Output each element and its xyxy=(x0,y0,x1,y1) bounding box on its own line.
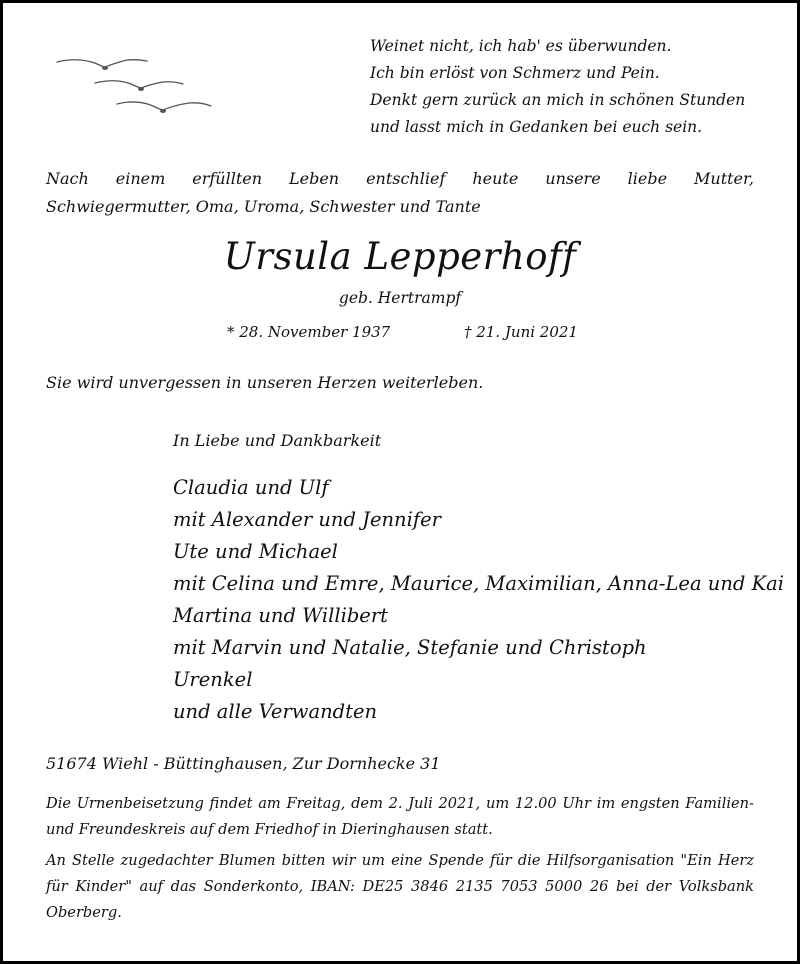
poem-line: Ich bin erlöst von Schmerz und Pein. xyxy=(370,64,660,82)
intro-text xyxy=(46,165,754,221)
family-member: Ute und Michael xyxy=(173,540,338,563)
bird-2-body xyxy=(138,87,144,91)
family-member: mit Marvin und Natalie, Stefanie und Christoph xyxy=(173,636,647,659)
death-date: † 21. Juni 2021 xyxy=(464,323,578,341)
family-member: Martina und Willibert xyxy=(173,604,388,627)
family-member: mit Celina und Emre, Maurice, Maximilian, Anna-Lea und Kai xyxy=(173,572,784,595)
bird-3-body xyxy=(160,109,166,113)
deceased-name: Ursula Lepperhoff xyxy=(223,235,577,278)
birth-date: * 28. November 1937 xyxy=(227,323,391,341)
bird-1-body xyxy=(102,66,108,70)
family-list xyxy=(173,472,784,728)
poem-line: und lasst mich in Gedanken bei euch sein. xyxy=(370,118,703,136)
bird-1-right-wing xyxy=(105,60,147,67)
remembrance-text: Sie wird unvergessen in unseren Herzen weiterleben. xyxy=(46,373,484,392)
intro-line-2: Schwiegermutter, Oma, Uroma, Schwester und Tante xyxy=(46,197,481,216)
family-member: Urenkel xyxy=(173,668,253,691)
address: 51674 Wiehl - Büttinghausen, Zur Dornhecke 31 xyxy=(46,754,441,773)
family-member: mit Alexander und Jennifer xyxy=(173,508,441,531)
family-member: Claudia und Ulf xyxy=(173,476,329,499)
thanks-line: In Liebe und Dankbarkeit xyxy=(173,431,382,450)
bird-3-left-wing xyxy=(117,102,163,110)
poem-line: Weinet nicht, ich hab' es überwunden. xyxy=(370,37,672,55)
bird-3-right-wing xyxy=(163,103,211,110)
intro-line-1: Nach einem erfüllten Leben entschlief heute unsere liebe Mutter, xyxy=(46,169,754,188)
bird-2-left-wing xyxy=(95,81,141,88)
poem xyxy=(370,33,780,141)
maiden-name: geb. Hertrampf xyxy=(338,289,462,307)
poem-line: Denkt gern zurück an mich in schönen Stunden xyxy=(370,91,746,109)
bird-3-right-wing xyxy=(141,82,183,88)
donation-info: An Stelle zugedachter Blumen bitten wir um eine Spende für die Hilfsorganisation "Ein Herz für Kinder" auf das Sonderkonto, IBAN: DE25 3846 2135 7053 5000 26 bei der Volksbank Oberberg. xyxy=(46,852,754,921)
bird-1-left-wing xyxy=(57,60,105,67)
family-member: und alle Verwandten xyxy=(173,700,378,723)
burial-info: Die Urnenbeisetzung findet am Freitag, dem 2. Juli 2021, um 12.00 Uhr im engsten Familien- und Freundeskreis auf dem Friedhof in Dieringhausen statt. xyxy=(46,795,754,838)
flying-birds-icon xyxy=(55,52,220,122)
